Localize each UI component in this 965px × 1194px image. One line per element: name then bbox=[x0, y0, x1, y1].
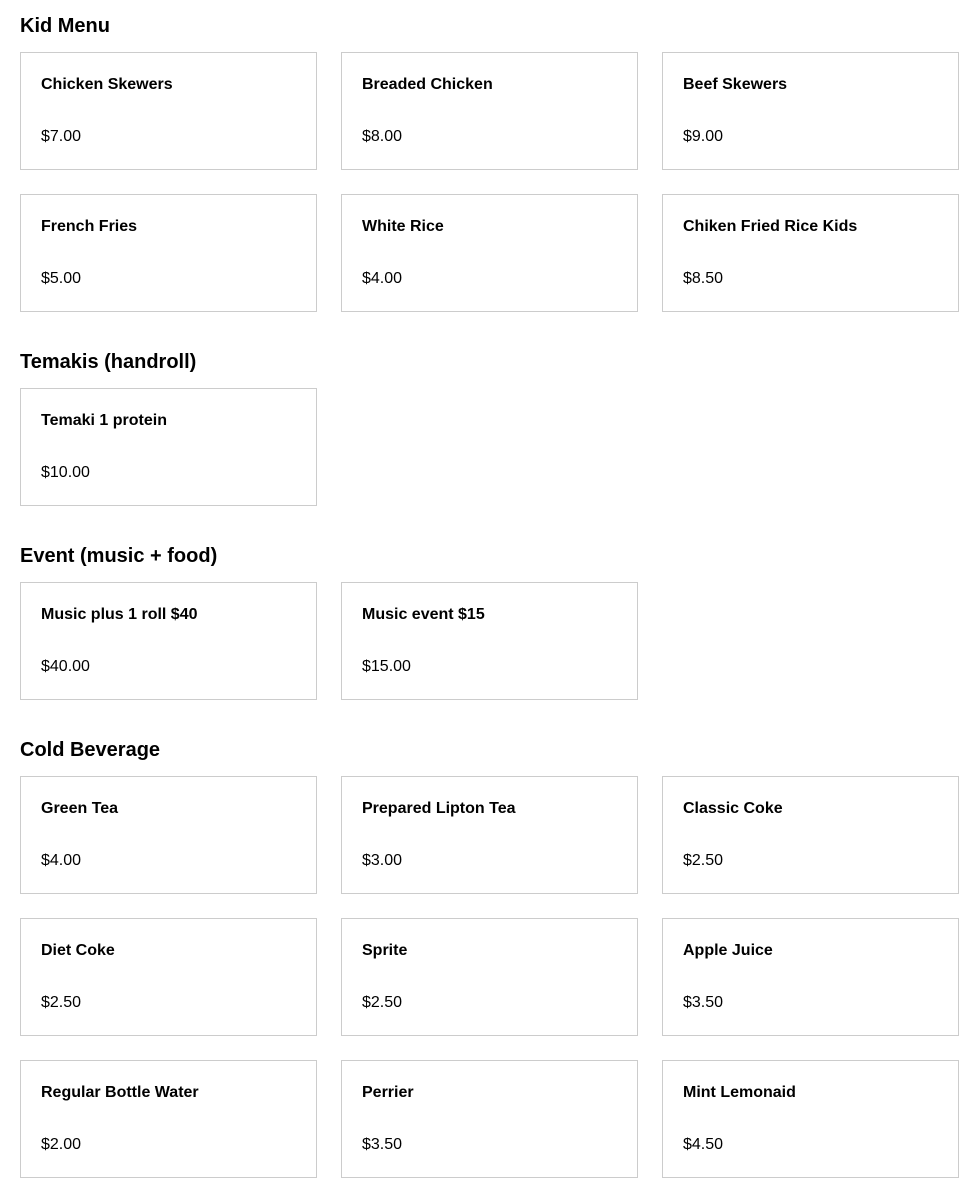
section-temakis bbox=[20, 350, 960, 481]
menu-item-name: Green Tea bbox=[41, 800, 119, 817]
menu-item-card[interactable] bbox=[341, 194, 638, 312]
section-title: Temakis (handroll) bbox=[20, 351, 197, 373]
menu-item-price: $3.50 bbox=[362, 1136, 403, 1153]
menu-item-name: Chiken Fried Rice Kids bbox=[683, 218, 858, 235]
menu-item-card[interactable] bbox=[662, 194, 959, 312]
menu-item-grid bbox=[20, 388, 960, 506]
menu-item-card[interactable] bbox=[341, 918, 638, 1036]
menu-item-price: $8.50 bbox=[683, 270, 724, 287]
menu-item-price: $4.00 bbox=[362, 270, 403, 287]
menu-item-grid bbox=[20, 52, 960, 312]
menu-item-card[interactable] bbox=[662, 776, 959, 894]
menu-item-name: Temaki 1 protein bbox=[41, 412, 167, 429]
menu-item-grid bbox=[20, 776, 960, 1178]
menu-item-grid bbox=[20, 582, 960, 700]
menu-item-card[interactable] bbox=[20, 1060, 317, 1178]
menu-item-name: Sprite bbox=[362, 942, 408, 959]
menu-item-card[interactable] bbox=[20, 776, 317, 894]
menu-item-card[interactable] bbox=[662, 918, 959, 1036]
menu-item-price: $3.00 bbox=[362, 852, 403, 869]
menu-item-name: Prepared Lipton Tea bbox=[362, 800, 516, 817]
menu-item-card[interactable] bbox=[341, 776, 638, 894]
menu-item-price: $2.00 bbox=[41, 1136, 82, 1153]
menu-item-price: $15.00 bbox=[362, 658, 411, 675]
menu-item-price: $40.00 bbox=[41, 658, 90, 675]
menu-item-name: Apple Juice bbox=[683, 942, 773, 959]
menu-item-price: $8.00 bbox=[362, 128, 403, 145]
section-kid-menu bbox=[20, 14, 960, 287]
section-cold-beverage bbox=[20, 738, 960, 1153]
menu-item-name: Classic Coke bbox=[683, 800, 783, 817]
menu-item-name: Perrier bbox=[362, 1084, 414, 1101]
menu-item-name: Beef Skewers bbox=[683, 76, 788, 93]
menu-item-name: Breaded Chicken bbox=[362, 76, 493, 93]
menu-item-name: Regular Bottle Water bbox=[41, 1084, 199, 1101]
menu-item-price: $9.00 bbox=[683, 128, 724, 145]
section-title: Cold Beverage bbox=[20, 739, 161, 761]
menu-item-name: French Fries bbox=[41, 218, 138, 235]
menu-item-name: Chicken Skewers bbox=[41, 76, 173, 93]
section-title: Event (music + food) bbox=[20, 545, 218, 567]
menu-item-name: Diet Coke bbox=[41, 942, 115, 959]
menu-item-price: $4.00 bbox=[41, 852, 82, 869]
menu-item-price: $7.00 bbox=[41, 128, 82, 145]
section-title: Kid Menu bbox=[20, 15, 110, 37]
menu-item-price: $5.00 bbox=[41, 270, 82, 287]
menu-item-card[interactable] bbox=[20, 918, 317, 1036]
menu-item-price: $2.50 bbox=[683, 852, 724, 869]
menu-item-name: White Rice bbox=[362, 218, 444, 235]
menu-item-price: $2.50 bbox=[41, 994, 82, 1011]
menu-item-price: $4.50 bbox=[683, 1136, 724, 1153]
menu-item-card[interactable] bbox=[341, 582, 638, 700]
section-event bbox=[20, 544, 960, 675]
menu-item-name: Music event $15 bbox=[362, 606, 485, 623]
menu-item-card[interactable] bbox=[20, 52, 317, 170]
menu-item-card[interactable] bbox=[20, 194, 317, 312]
menu-item-card[interactable] bbox=[662, 52, 959, 170]
menu-item-price: $2.50 bbox=[362, 994, 403, 1011]
menu-item-name: Mint Lemonaid bbox=[683, 1084, 796, 1101]
menu-item-name: Music plus 1 roll $40 bbox=[41, 606, 198, 623]
menu-item-card[interactable] bbox=[341, 1060, 638, 1178]
menu-item-card[interactable] bbox=[341, 52, 638, 170]
menu-item-card[interactable] bbox=[20, 582, 317, 700]
menu-item-card[interactable] bbox=[662, 1060, 959, 1178]
menu-item-card[interactable] bbox=[20, 388, 317, 506]
menu-item-price: $10.00 bbox=[41, 464, 90, 481]
menu-item-price: $3.50 bbox=[683, 994, 724, 1011]
